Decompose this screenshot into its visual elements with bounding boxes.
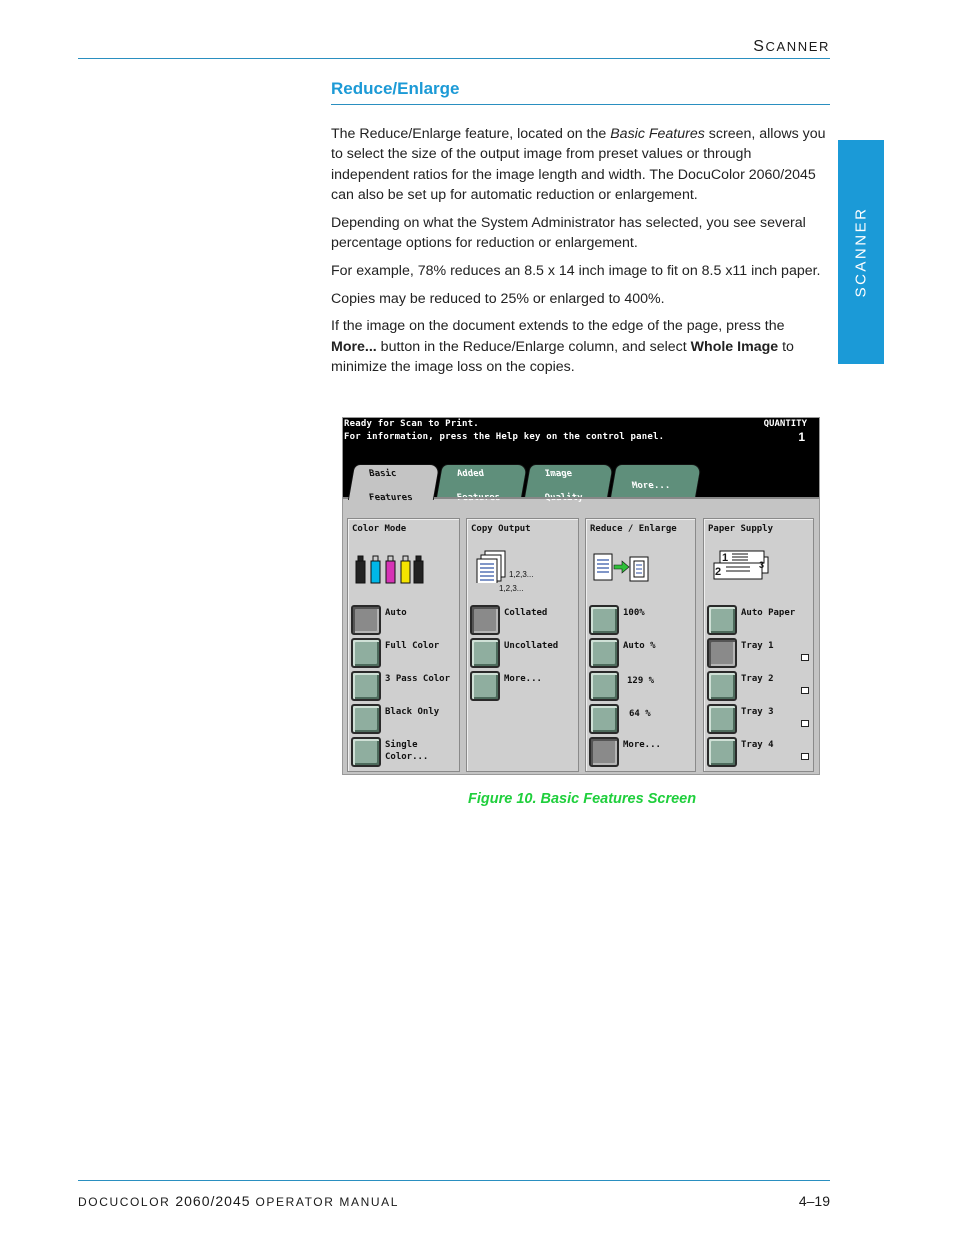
tab-image-quality[interactable]: Image [524,464,614,497]
reduce-64[interactable]: 64 % [589,704,699,734]
reduce-enlarge-icon [592,551,652,585]
paragraph-4: Copies may be reduced to 25% or enlarged to 400%. [331,290,665,307]
option-button[interactable] [707,737,737,767]
paragraph-2: Depending on what the System Administrator has selected, you see several percentage options for reduction or enlargement. [331,214,806,251]
panel-reduce-enlarge [585,518,696,772]
option-button[interactable] [470,605,500,635]
paper-icon [801,720,809,727]
tab-added-features[interactable]: Added [436,464,528,497]
color-mode-auto[interactable]: Auto [351,605,461,635]
panel-title: Color Mode [352,524,407,534]
basic-features-screen [342,417,820,775]
collated-label-1: 1,2,3... [509,570,534,579]
reduce-100[interactable]: 100% [589,605,699,635]
figure-caption: Figure 10. Basic Features Screen [468,791,697,807]
panel-title: Copy Output [471,524,531,534]
option-button[interactable] [707,605,737,635]
paper-tray-3[interactable]: Tray 3 [707,704,813,734]
option-button[interactable] [707,638,737,668]
color-mode-full-color[interactable]: Full Color [351,638,461,668]
message-line-2: For information, press the Help key on the control panel. [344,432,665,442]
toner-bottles-icon [354,551,424,585]
option-button[interactable] [589,671,619,701]
quantity-label: QUANTITY [763,419,807,429]
option-button[interactable] [351,737,381,767]
paragraph-3: For example, 78% reduces an 8.5 x 14 inch image to fit on 8.5 x11 inch paper. [331,262,821,279]
section-title: Reduce/Enlarge [331,79,460,98]
copy-output-uncollated[interactable]: Uncollated [470,638,580,668]
panel-paper-supply [703,518,814,772]
panel-title: Paper Supply [708,524,774,534]
paper-auto-paper[interactable]: Auto Paper [707,605,813,635]
option-button[interactable] [470,638,500,668]
option-button[interactable] [470,671,500,701]
option-button[interactable] [589,638,619,668]
header-rule [78,58,830,59]
message-line-1: Ready for Scan to Print. [344,419,479,429]
copy-output-more[interactable]: More... [470,671,580,701]
panel-title: Reduce / Enlarge [590,524,677,534]
option-button[interactable] [351,704,381,734]
footer-title: DOCUCOLOR 2060/2045 OPERATOR MANUAL [78,1193,400,1209]
tray-number-1: 1 [722,552,729,564]
copy-output-collated[interactable]: Collated [470,605,580,635]
paper-tray-2[interactable]: Tray 2 [707,671,813,701]
body-text [331,124,831,385]
option-button[interactable] [707,704,737,734]
quantity-value: 1 [798,430,805,444]
option-button[interactable] [589,605,619,635]
option-button[interactable] [589,704,619,734]
reduce-129[interactable]: 129 % [589,671,699,701]
tab-basic-features[interactable]: Basic Features [348,464,440,500]
tray-number-3: 3 [759,560,765,570]
paper-tray-1[interactable]: Tray 1 [707,638,813,668]
side-tab-label: SCANNER [852,206,870,298]
page-number: 4–19 [798,1193,830,1209]
paragraph-5: If the image on the document extends to the edge of the page, press the More... button in the Reduce/Enlarge column, and select Whole Image to minimize the image loss on the copies. [331,318,794,375]
side-tab [838,140,884,364]
tray-number-2: 2 [715,566,722,578]
paper-icon [801,753,809,760]
collated-label-2: 1,2,3... [499,584,524,593]
paper-tray-4[interactable]: Tray 4 [707,737,813,767]
color-mode-black-only[interactable]: Black Only [351,704,461,734]
option-button[interactable] [589,737,619,767]
paragraph-1: The Reduce/Enlarge feature, located on the Basic Features screen, allows you to select the size of the output image from preset values or through independent ratios for the image length and width. The DocuColor 2060/2045 can also be set up for automatic reduction or enlargement. [331,126,826,203]
tab-more[interactable]: More... [610,464,702,497]
option-button[interactable] [351,638,381,668]
tab-bar [343,464,819,503]
color-mode-3-pass-color[interactable]: 3 Pass Color [351,671,461,701]
panel-copy-output [466,518,579,772]
option-button[interactable] [351,605,381,635]
panel-color-mode [347,518,460,772]
running-head: SCANNER [753,38,830,55]
reduce-auto[interactable]: Auto % [589,638,699,668]
option-button[interactable] [707,671,737,701]
paper-icon [801,687,809,694]
color-mode-single-color[interactable]: Single Color... [351,737,461,767]
collated-pages-icon [473,549,513,583]
reduce-more[interactable]: More... [589,737,699,767]
paper-icon [801,654,809,661]
section-rule [331,104,830,105]
footer-rule [78,1180,830,1181]
option-button[interactable] [351,671,381,701]
